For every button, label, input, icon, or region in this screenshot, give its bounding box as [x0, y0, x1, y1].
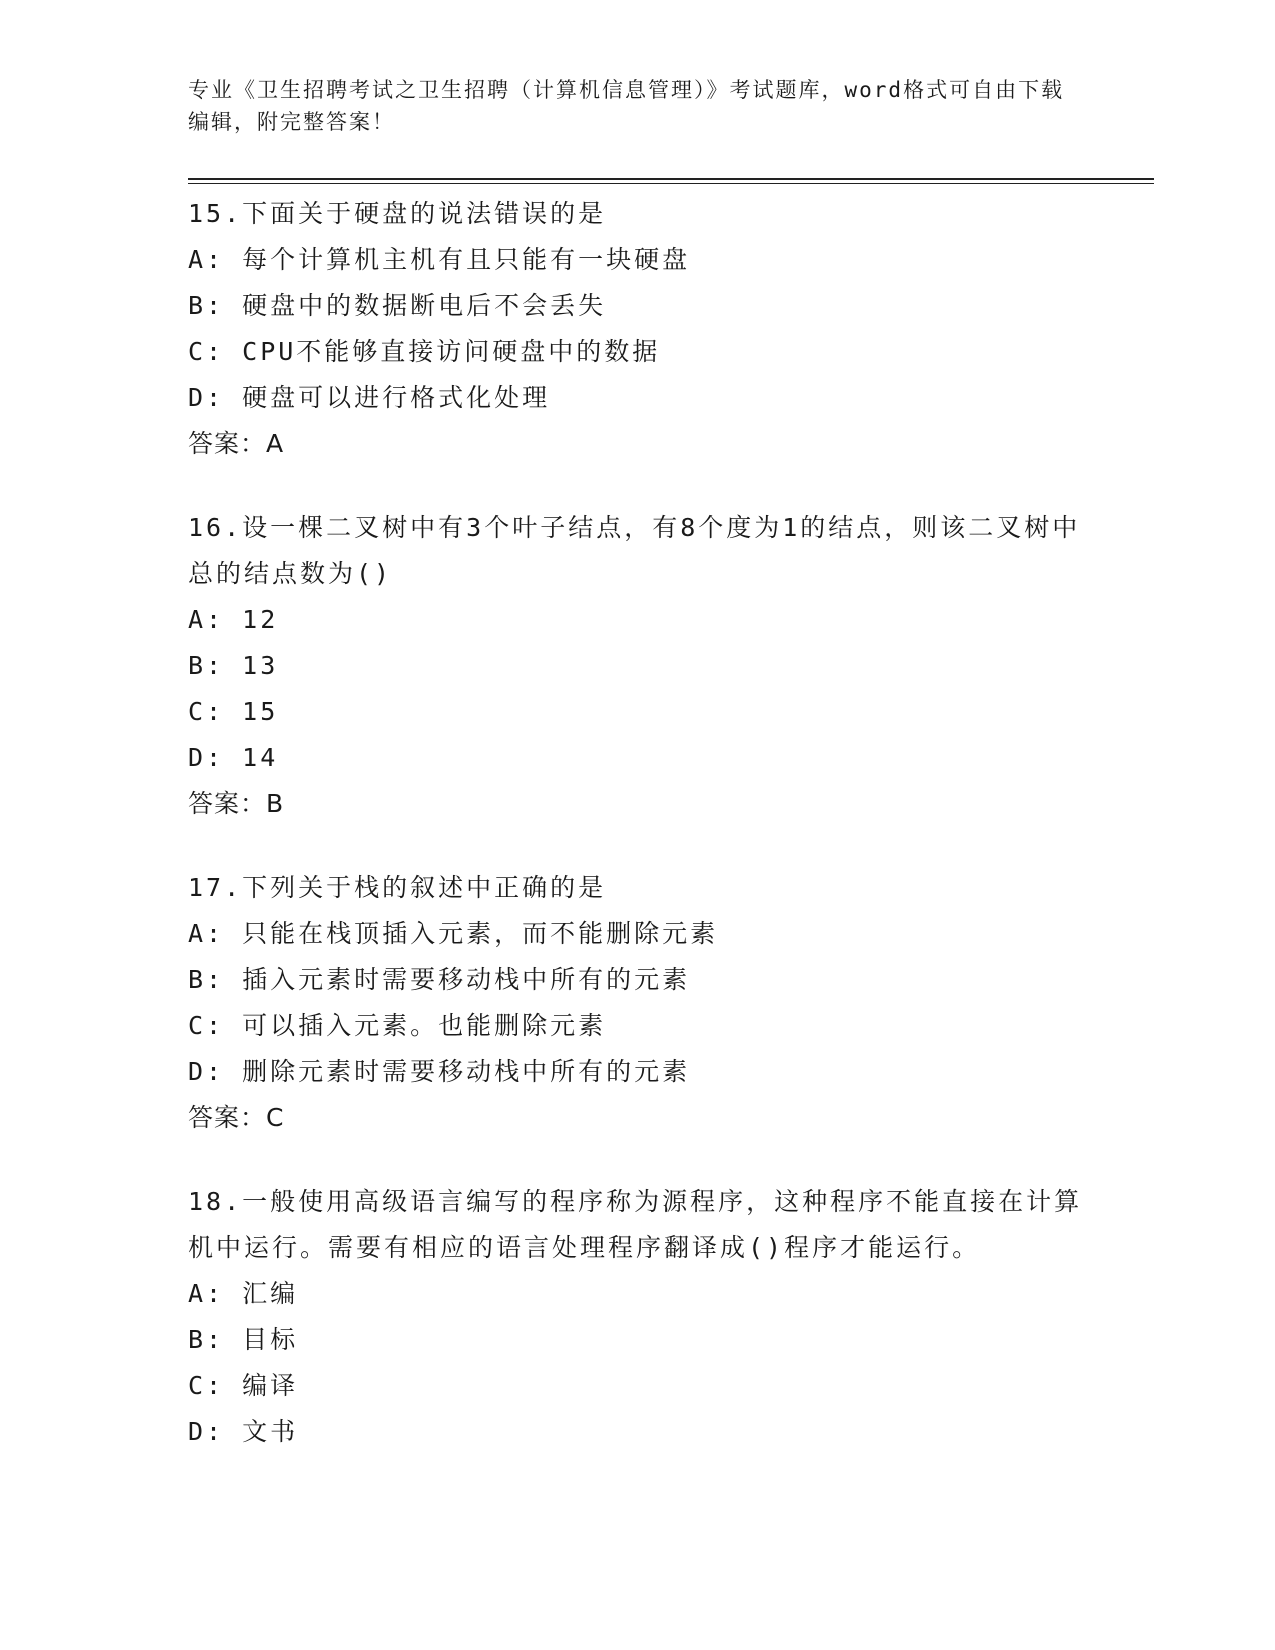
option-d: D: 硬盘可以进行格式化处理: [188, 383, 551, 412]
option-c: C: 可以插入元素。也能删除元素: [188, 1011, 607, 1040]
header-divider-thick: [188, 178, 1154, 180]
question-17: [188, 865, 1088, 1141]
option-a: A: 只能在栈顶插入元素，而不能删除元素: [188, 919, 719, 948]
option-b: B: 目标: [188, 1325, 299, 1354]
option-b: B: 硬盘中的数据断电后不会丢失: [188, 291, 607, 320]
header-divider-thin: [188, 183, 1154, 184]
question-stem: 15.下面关于硬盘的说法错误的是: [188, 199, 607, 228]
option-a: A: 12: [188, 605, 279, 634]
option-b: B: 插入元素时需要移动栈中所有的元素: [188, 965, 691, 994]
option-a: A: 汇编: [188, 1279, 299, 1308]
answer-line: 答案：A: [188, 429, 285, 458]
question-list: [188, 191, 1088, 1493]
question-18: [188, 1179, 1088, 1455]
option-c: C: 编译: [188, 1371, 299, 1400]
option-b: B: 13: [188, 651, 279, 680]
option-c: C: CPU不能够直接访问硬盘中的数据: [188, 337, 661, 366]
option-c: C: 15: [188, 697, 279, 726]
answer-line: 答案：C: [188, 1103, 285, 1132]
option-d: D: 删除元素时需要移动栈中所有的元素: [188, 1057, 691, 1086]
question-16: [188, 505, 1088, 827]
answer-line: 答案：B: [188, 789, 285, 818]
question-15: [188, 191, 1088, 467]
question-stem: 17.下列关于栈的叙述中正确的是: [188, 873, 607, 902]
question-stem: 18.一般使用高级语言编写的程序称为源程序，这种程序不能直接在计算机中运行。需要有相应的语言处理程序翻译成()程序才能运行。: [188, 1187, 1083, 1262]
option-d: D: 文书: [188, 1417, 299, 1446]
option-d: D: 14: [188, 743, 279, 772]
document-header: 专业《卫生招聘考试之卫生招聘（计算机信息管理）》考试题库，word格式可自由下载编辑，附完整答案！: [188, 78, 1065, 134]
option-a: A: 每个计算机主机有且只能有一块硬盘: [188, 245, 691, 274]
question-stem: 16.设一棵二叉树中有3个叶子结点，有8个度为1的结点，则该二叉树中总的结点数为(): [188, 513, 1081, 588]
